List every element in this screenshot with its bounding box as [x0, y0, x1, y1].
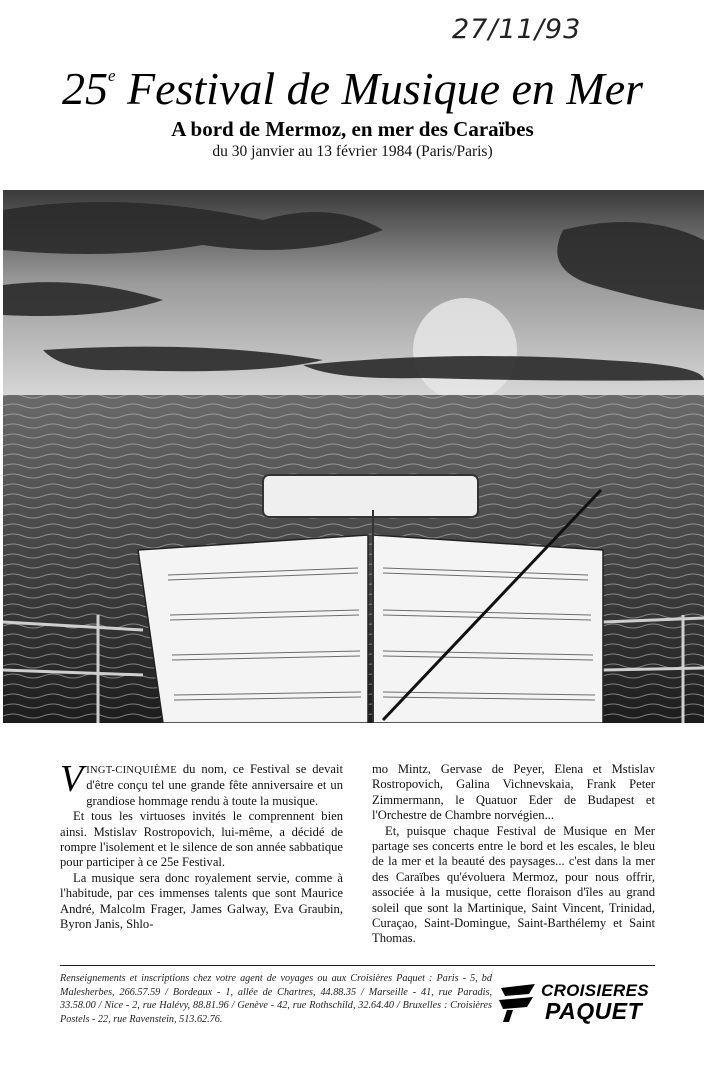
- title-text: Festival de Musique en Mer: [115, 63, 644, 114]
- article-column-right: [372, 762, 655, 947]
- article-column-left: [60, 758, 343, 932]
- title-number: 25: [61, 63, 108, 114]
- paragraph-5: Et, puisque chaque Festival de Musique en Mer partage ses concerts entre le bord et les escales, le bleu de la mer et la beauté des paysages... c'est dans la mer des Caraïbes qu'évoluera Mermoz, pour nous offrir, associée à la musique, cette floraison d'îles au grand soleil que sont la Martinique, Saint Vincent, Trinidad, Curaçao, Saint-Domingue, Saint-Barthélemy et Saint Thomas.: [372, 823, 655, 946]
- paragraph-3: La musique sera donc royalement servie, comme à l'habitude, par ces immenses talents que sont Maurice André, Malcolm Frager, James Galway, Eva Graubin, Byron Janis, Shlo-: [60, 870, 343, 932]
- paragraph-1-lead: INGT-CINQUIÈME: [86, 765, 177, 776]
- page-title: [0, 62, 705, 115]
- paragraph-4: mo Mintz, Gervase de Peyer, Elena et Mstislav Rostropovich, Galina Vichnevskaia, Frank Peter Zimmermann, le Quatuor Eder de Budapest et l'Orchestre de Chambre norvégien...: [372, 762, 655, 823]
- logo-line-2: PAQUET: [545, 998, 643, 1024]
- subtitle: A bord de Mermoz, en mer des Caraïbes: [171, 117, 534, 141]
- drop-cap: V: [60, 758, 84, 800]
- festival-dates: du 30 janvier au 13 février 1984 (Paris/Paris): [212, 143, 493, 160]
- paragraph-1-text: du nom, ce Festival se devait d'être conçu tel une grande fête anniversaire et un grandiose hommage rendu à toute la musique.: [86, 762, 343, 808]
- paquet-flag-icon: [497, 982, 541, 1022]
- footer-divider: [60, 965, 655, 966]
- paragraph-2: Et tous les virtuoses invités le comprennent bien ainsi. Mstislav Rostropovich, lui-même, a décidé de rompre l'isolement et le silence de son année sabbatique pour participer à ce 25e Festival.: [60, 809, 343, 870]
- hero-illustration: [3, 190, 704, 723]
- footer-contact-info: Renseignements et inscriptions chez votre agent de voyages ou aux Croisières Paquet : Paris - 5, bd Malesherbes, 266.57.59 / Bordeaux - 1, allée de Chartres, 44.88.35 / Marseille - 41, rue Paradis, 33.58.00 / Nice - 2, rue Halévy, 88.81.96 / Genève - 42, rue Rothschild, 32.64.40 / Bruxelles : Croisières Postels - 22, rue Ravenstein, 513.62.76.: [60, 973, 492, 1025]
- logo-line-1: CROISIERES: [541, 981, 649, 1000]
- title-superscript: e: [107, 66, 116, 85]
- handwritten-date: 27/11/93: [452, 14, 582, 45]
- croisieres-paquet-logo: [497, 980, 662, 1026]
- paragraph-1: [60, 758, 343, 809]
